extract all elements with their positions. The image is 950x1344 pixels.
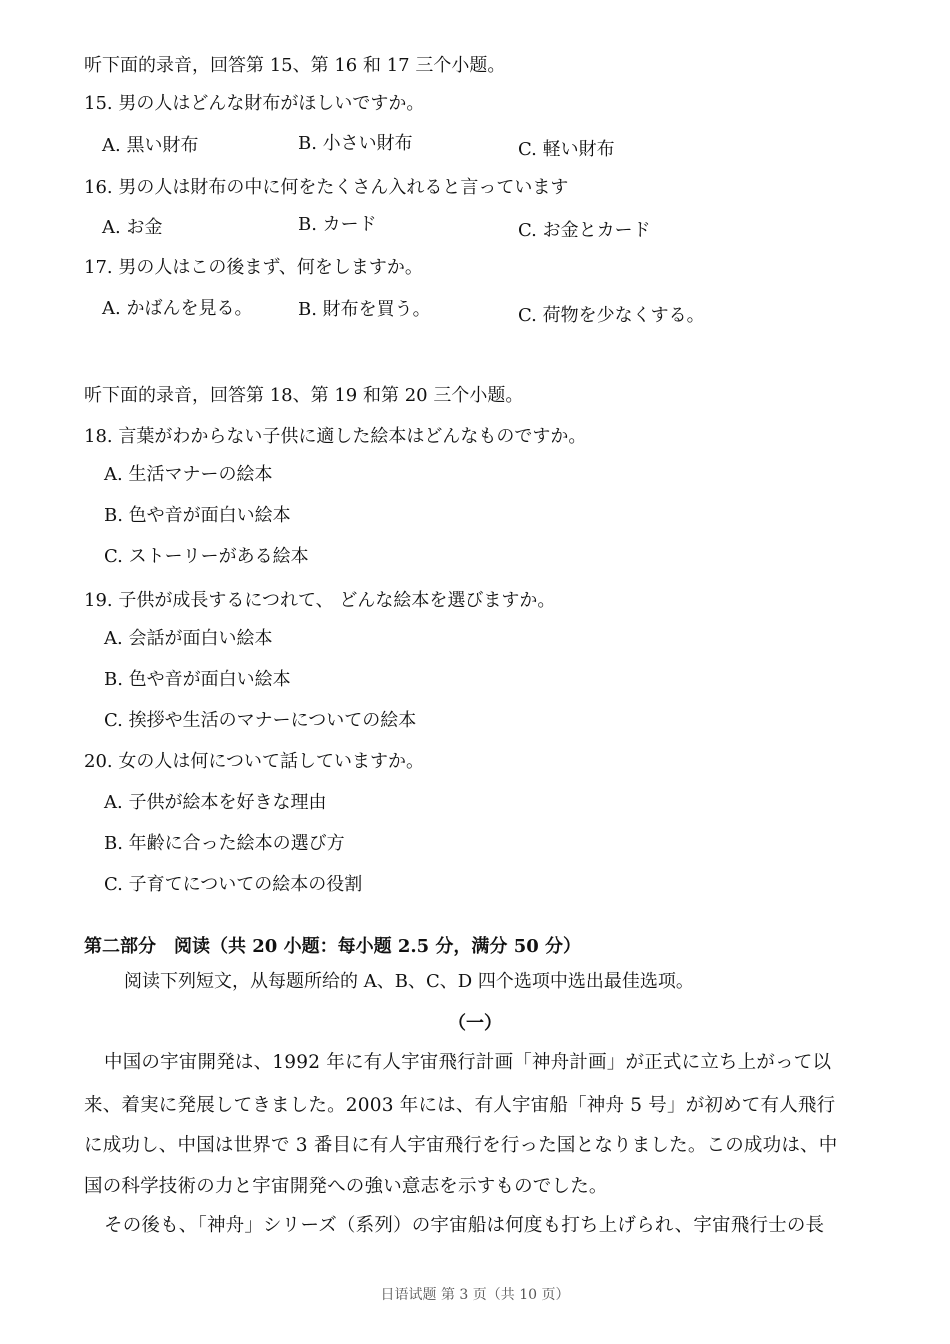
question-17-option-b: B. 財布を買う。	[298, 299, 431, 320]
question-20-stem: 20. 女の人は何について話していますか。	[84, 751, 424, 772]
section-label: （一）	[448, 1013, 502, 1034]
question-20-option-c: C. 子育てについての絵本の役割	[104, 874, 363, 895]
instruction-group-1: 听下面的录音，回答第 15、第 16 和 17 三个小题。	[84, 55, 506, 76]
question-19-stem: 19. 子供が成長するにつれて、 どんな絵本を選びますか。	[84, 590, 556, 611]
passage-line-1: 中国の宇宙開発は、1992 年に有人宇宙飛行計画「神舟計画」が正式に立ち上がって以	[104, 1052, 832, 1073]
question-17-option-c: C. 荷物を少なくする。	[518, 305, 705, 326]
question-19-option-b: B. 色や音が面白い絵本	[104, 669, 291, 690]
question-16-stem: 16. 男の人は財布の中に何をたくさん入れると言っています	[84, 177, 569, 198]
question-16-option-a: A. お金	[102, 217, 163, 238]
question-18-stem: 18. 言葉がわからない子供に適した絵本はどんなものですか。	[84, 426, 587, 447]
part-2-instruction: 阅读下列短文，从每题所给的 A、B、C、D 四个选项中选出最佳选项。	[124, 971, 694, 992]
question-17-option-a: A. かばんを見る。	[102, 298, 253, 319]
question-18-option-c: C. ストーリーがある絵本	[104, 546, 309, 567]
question-15-option-a: A. 黒い財布	[102, 135, 199, 156]
passage-line-3: に成功し、中国は世界で 3 番目に有人宇宙飛行を行った国となりました。この成功は、中	[84, 1135, 838, 1156]
question-20-option-a: A. 子供が絵本を好きな理由	[104, 792, 327, 813]
passage-line-2: 来、着実に発展してきました。2003 年には、有人宇宙船「神舟 5 号」が初めて有人飛行	[84, 1095, 836, 1116]
instruction-group-2: 听下面的录音，回答第 18、第 19 和第 20 三个小题。	[84, 385, 524, 406]
question-15-option-b: B. 小さい財布	[298, 133, 413, 154]
question-18-option-a: A. 生活マナーの絵本	[104, 464, 273, 485]
question-16-option-b: B. カード	[298, 214, 377, 235]
question-15-stem: 15. 男の人はどんな財布がほしいですか。	[84, 93, 425, 114]
question-19-option-c: C. 挨拶や生活のマナーについての絵本	[104, 710, 417, 731]
part-2-heading: 第二部分 阅读（共 20 小题：每小题 2.5 分，满分 50 分）	[84, 936, 582, 957]
question-19-option-a: A. 会話が面白い絵本	[104, 628, 273, 649]
question-17-stem: 17. 男の人はこの後まず、何をしますか。	[84, 257, 423, 278]
question-20-option-b: B. 年齢に合った絵本の選び方	[104, 833, 345, 854]
passage-line-5: その後も、「神舟」シリーズ（系列）の宇宙船は何度も打ち上げられ、宇宙飛行士の長	[104, 1215, 825, 1236]
question-16-option-c: C. お金とカード	[518, 220, 651, 241]
question-18-option-b: B. 色や音が面白い絵本	[104, 505, 291, 526]
page-footer: 日语试题 第 3 页（共 10 页）	[380, 1287, 570, 1303]
passage-line-4: 国の科学技術の力と宇宙開発への強い意志を示すものでした。	[84, 1176, 608, 1197]
question-15-option-c: C. 軽い財布	[518, 139, 615, 160]
